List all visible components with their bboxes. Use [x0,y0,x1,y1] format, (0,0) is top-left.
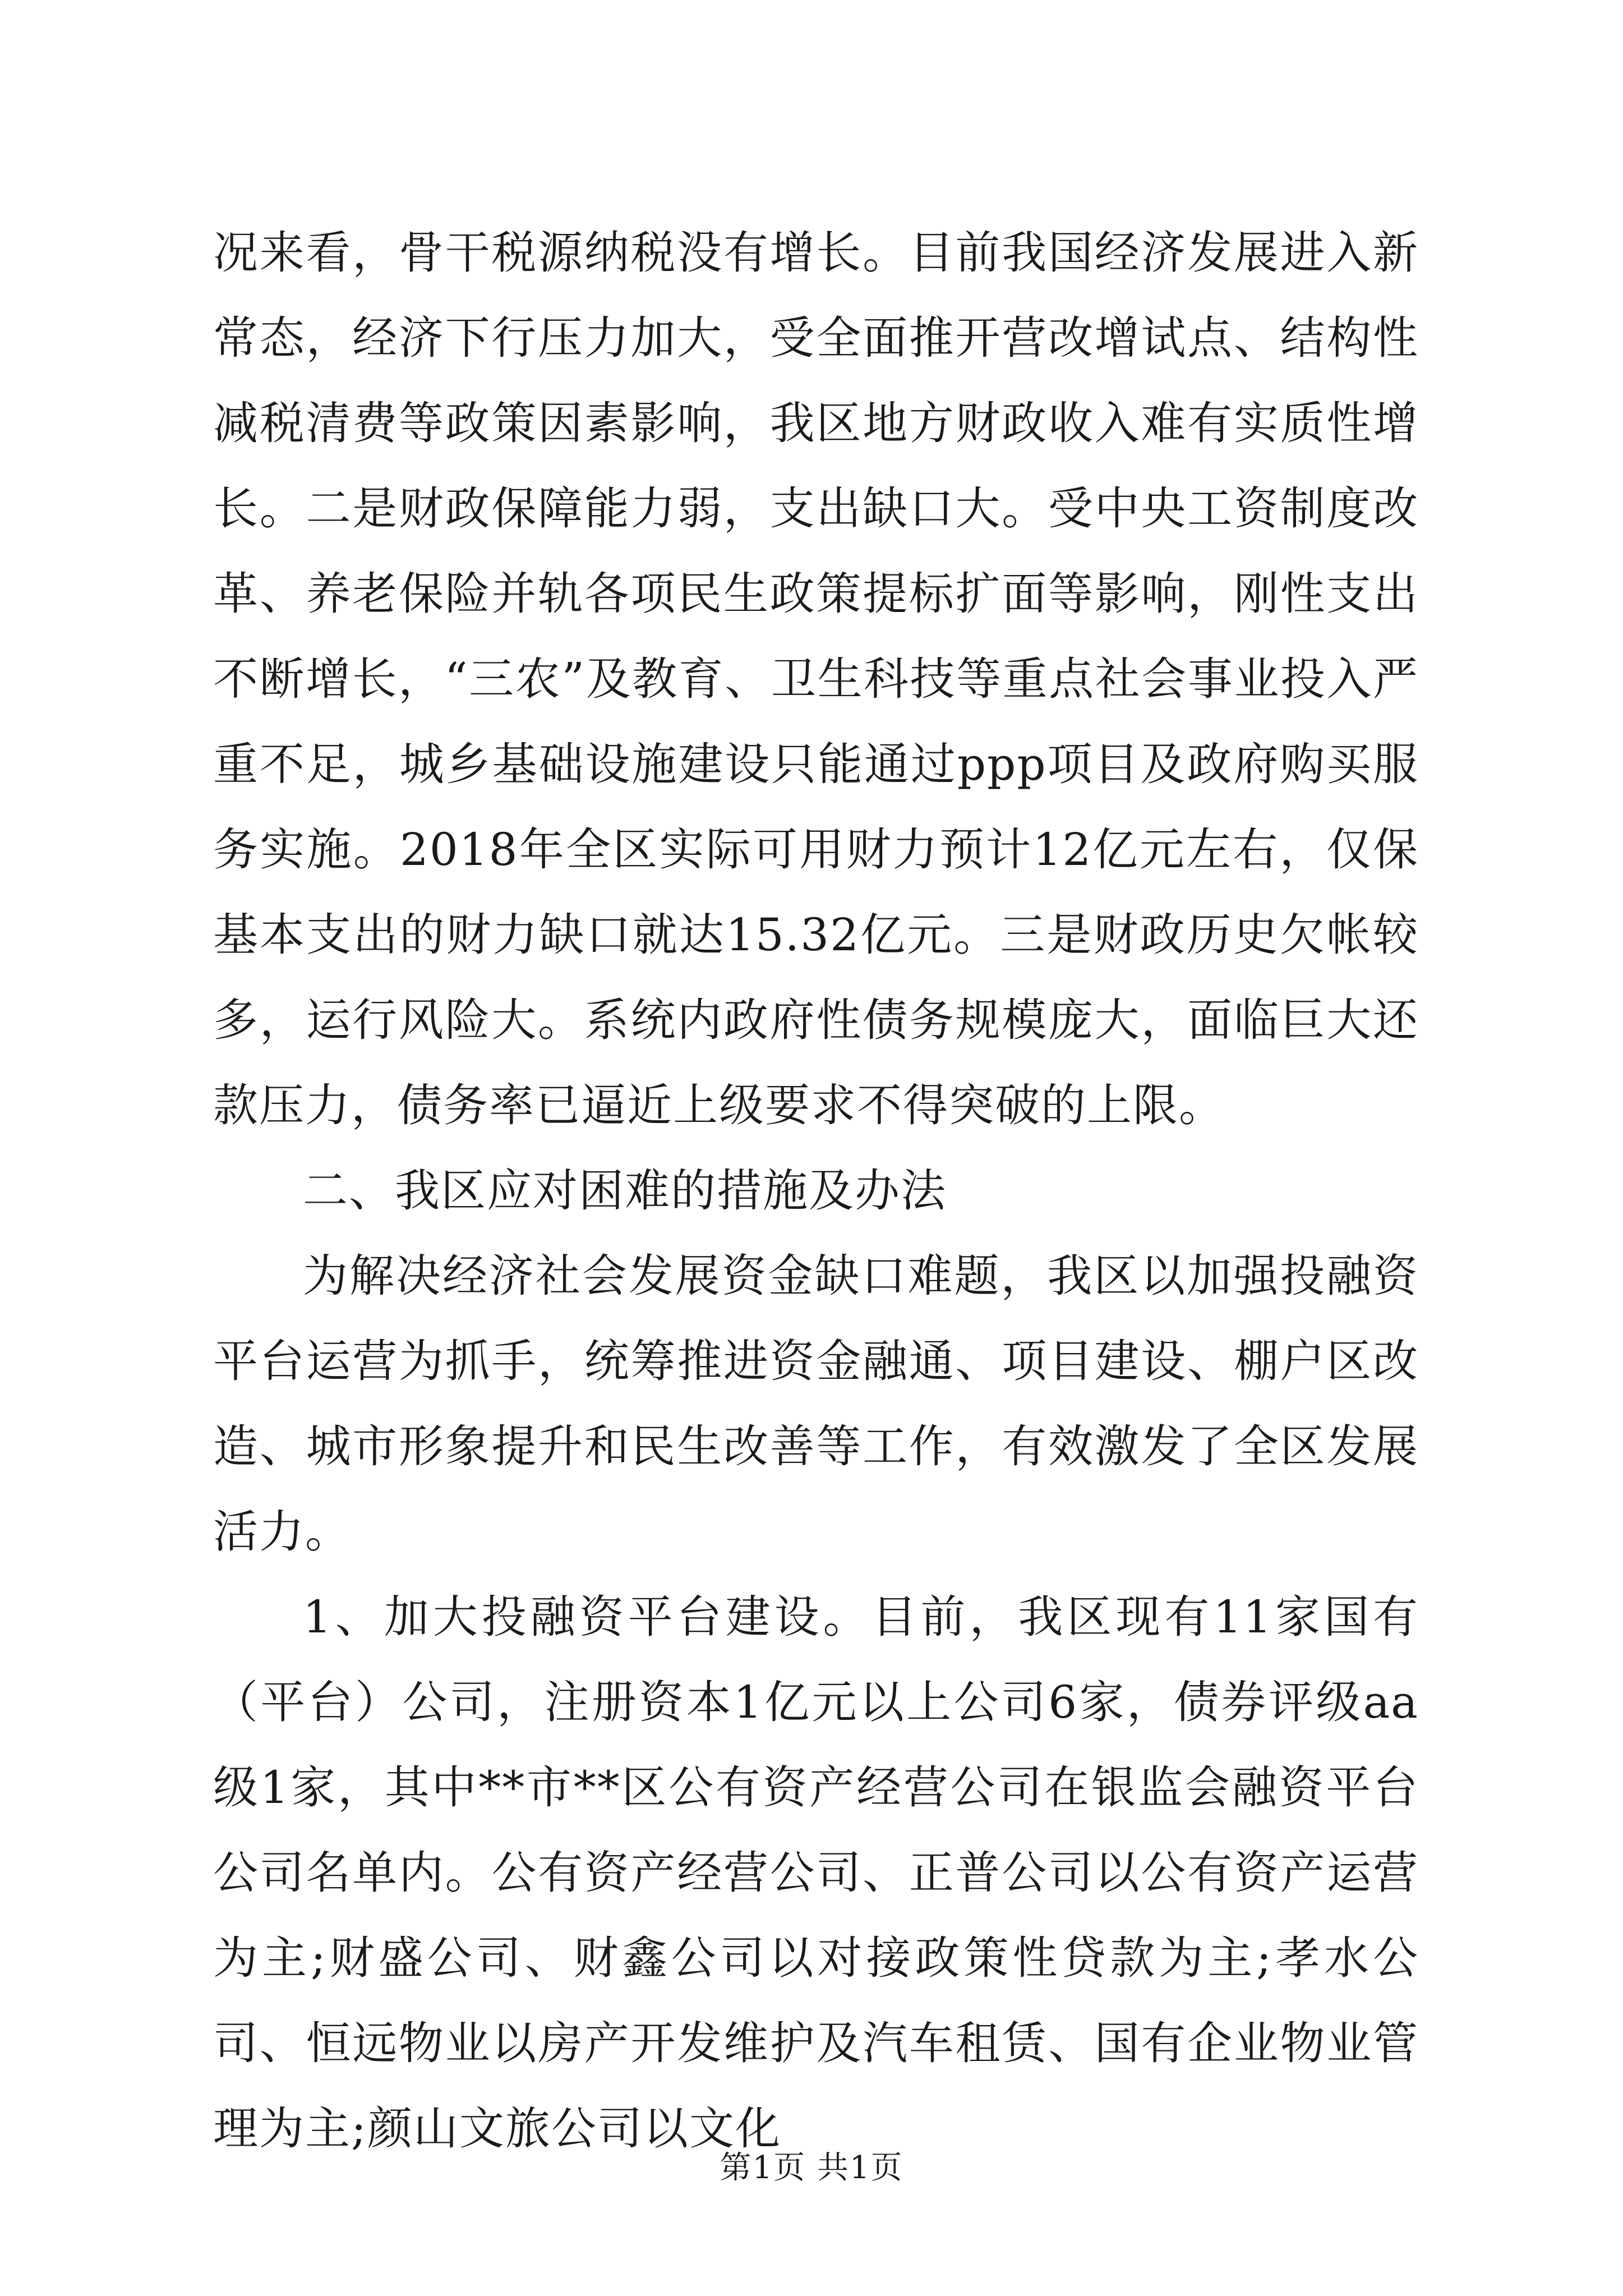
page-footer: 第1页 共1页 [720,2150,903,2186]
paragraph-3: 为解决经济社会发展资金缺口难题，我区以加强投融资平台运营为抓手，统筹推进资金融通、项目建设、棚户区改造、城市形象提升和民生改善等工作，有效激发了全区发展活力。 [213,1250,1419,1558]
section-heading-2: 二、我区应对困难的措施及办法 [303,1165,947,1217]
document-body [213,210,1419,2171]
paragraph-4: 1、加大投融资平台建设。目前，我区现有11家国有（平台）公司，注册资本1亿元以上公司6家，债券评级aa级1家，其中**市**区公有资产经营公司在银监会融资平台公司名单内。公有资产经营公司、正普公司以公有资产运营为主;财盛公司、财鑫公司以对接政策性贷款为主;孝水公司、恒远物业以房产开发维护及汽车租赁、国有企业物业管理为主;颜山文旅公司以文化 [213,1591,1419,2155]
paragraph-1: 况来看，骨干税源纳税没有增长。目前我国经济发展进入新常态，经济下行压力加大，受全面推开营改增试点、结构性减税清费等政策因素影响，我区地方财政收入难有实质性增长。二是财政保障能力弱，支出缺口大。受中央工资制度改革、养老保险并轨各项民生政策提标扩面等影响，刚性支出不断增长，“三农”及教育、卫生科技等重点社会事业投入严重不足，城乡基础设施建设只能通过ppp项目及政府购买服务实施。2018年全区实际可用财力预计12亿元左右，仅保基本支出的财力缺口就达15.32亿元。三是财政历史欠帐较多，运行风险大。系统内政府性债务规模庞大，面临巨大还款压力，债务率已逼近上级要求不得突破的上限。 [213,227,1419,1131]
